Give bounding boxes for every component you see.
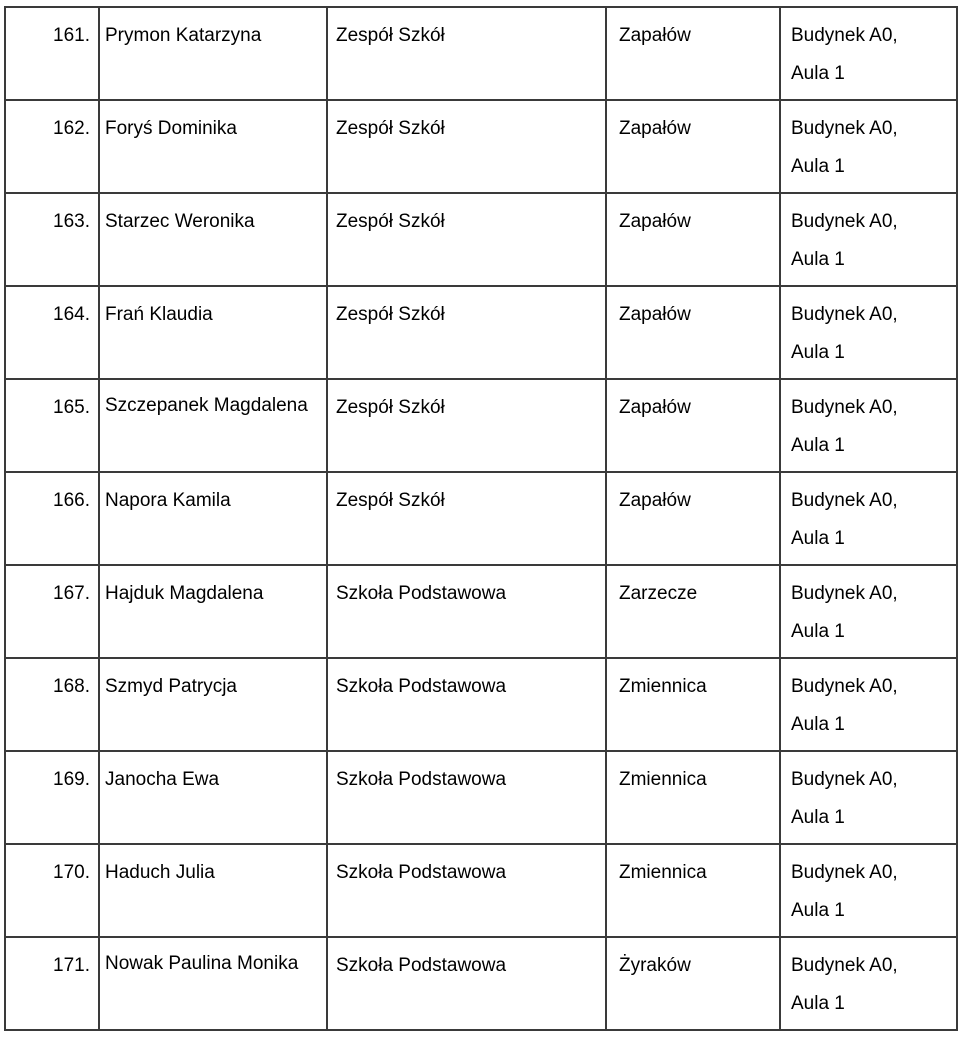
participant-name: Hajduk Magdalena (99, 565, 327, 658)
school-name: Zespół Szkół (327, 100, 606, 193)
exam-location (780, 379, 957, 472)
table-row (5, 193, 957, 286)
participant-table (4, 6, 958, 1031)
building-label: Budynek A0, (791, 25, 898, 46)
participant-name: Szmyd Patrycja (99, 658, 327, 751)
table-row (5, 751, 957, 844)
table-row (5, 844, 957, 937)
room-label: Aula 1 (791, 435, 845, 456)
school-name: Szkoła Podstawowa (327, 937, 606, 1030)
participant-name: Napora Kamila (99, 472, 327, 565)
school-town: Zapałów (606, 7, 780, 100)
participant-name: Szczepanek Magdalena (99, 379, 327, 472)
room-label: Aula 1 (791, 156, 845, 177)
school-name: Szkoła Podstawowa (327, 658, 606, 751)
exam-location (780, 7, 957, 100)
school-town: Zapałów (606, 379, 780, 472)
table-row (5, 565, 957, 658)
building-label: Budynek A0, (791, 490, 898, 511)
table-row (5, 472, 957, 565)
table-row (5, 286, 957, 379)
exam-location (780, 286, 957, 379)
school-town: Zapałów (606, 472, 780, 565)
exam-location (780, 751, 957, 844)
school-town: Zapałów (606, 100, 780, 193)
row-number: 169. (5, 751, 99, 844)
school-name: Szkoła Podstawowa (327, 751, 606, 844)
school-town: Zarzecze (606, 565, 780, 658)
room-label: Aula 1 (791, 63, 845, 84)
participant-name: Haduch Julia (99, 844, 327, 937)
exam-location (780, 193, 957, 286)
school-town: Zmiennica (606, 658, 780, 751)
building-label: Budynek A0, (791, 955, 898, 976)
participant-name: Nowak Paulina Monika (99, 937, 327, 1030)
participant-name: Foryś Dominika (99, 100, 327, 193)
building-label: Budynek A0, (791, 397, 898, 418)
room-label: Aula 1 (791, 807, 845, 828)
row-number: 161. (5, 7, 99, 100)
row-number: 164. (5, 286, 99, 379)
row-number: 168. (5, 658, 99, 751)
row-number: 167. (5, 565, 99, 658)
table-row (5, 7, 957, 100)
school-town: Zmiennica (606, 751, 780, 844)
building-label: Budynek A0, (791, 118, 898, 139)
school-town: Zapałów (606, 193, 780, 286)
school-name: Zespół Szkół (327, 286, 606, 379)
row-number: 171. (5, 937, 99, 1030)
school-name: Szkoła Podstawowa (327, 565, 606, 658)
school-name: Zespół Szkół (327, 379, 606, 472)
building-label: Budynek A0, (791, 676, 898, 697)
school-name: Zespół Szkół (327, 472, 606, 565)
row-number: 170. (5, 844, 99, 937)
school-name: Zespół Szkół (327, 7, 606, 100)
school-name: Szkoła Podstawowa (327, 844, 606, 937)
building-label: Budynek A0, (791, 769, 898, 790)
row-number: 162. (5, 100, 99, 193)
exam-location (780, 937, 957, 1030)
school-town: Zmiennica (606, 844, 780, 937)
table-row (5, 658, 957, 751)
exam-location (780, 658, 957, 751)
room-label: Aula 1 (791, 249, 845, 270)
room-label: Aula 1 (791, 714, 845, 735)
participant-name: Frań Klaudia (99, 286, 327, 379)
school-name: Zespół Szkół (327, 193, 606, 286)
participant-name: Janocha Ewa (99, 751, 327, 844)
row-number: 166. (5, 472, 99, 565)
school-town: Żyraków (606, 937, 780, 1030)
table-row (5, 379, 957, 472)
room-label: Aula 1 (791, 900, 845, 921)
school-town: Zapałów (606, 286, 780, 379)
room-label: Aula 1 (791, 342, 845, 363)
table-row (5, 937, 957, 1030)
building-label: Budynek A0, (791, 862, 898, 883)
building-label: Budynek A0, (791, 583, 898, 604)
participant-name: Prymon Katarzyna (99, 7, 327, 100)
exam-location (780, 844, 957, 937)
table-row (5, 100, 957, 193)
exam-location (780, 565, 957, 658)
exam-location (780, 472, 957, 565)
room-label: Aula 1 (791, 993, 845, 1014)
room-label: Aula 1 (791, 621, 845, 642)
building-label: Budynek A0, (791, 211, 898, 232)
row-number: 165. (5, 379, 99, 472)
row-number: 163. (5, 193, 99, 286)
room-label: Aula 1 (791, 528, 845, 549)
participant-name: Starzec Weronika (99, 193, 327, 286)
exam-location (780, 100, 957, 193)
building-label: Budynek A0, (791, 304, 898, 325)
